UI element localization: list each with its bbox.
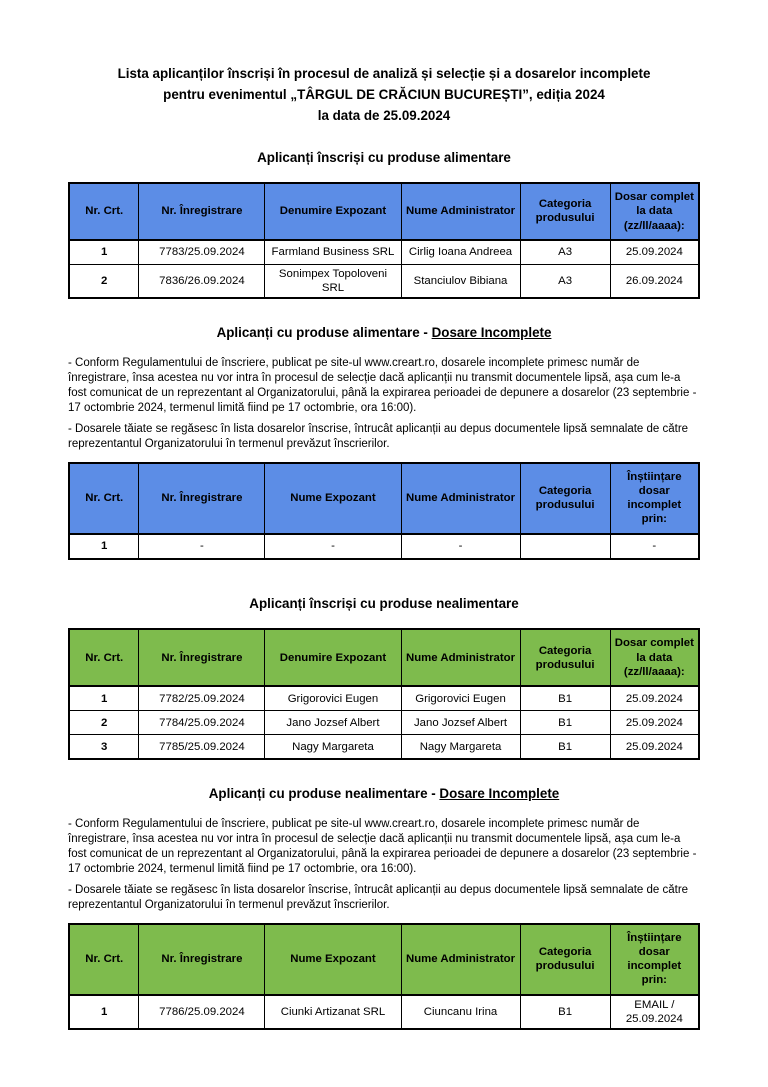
column-header-categoria: Categoria produsului	[520, 463, 610, 534]
table-cell: 25.09.2024	[610, 735, 699, 760]
table-cell: 1	[69, 995, 139, 1030]
table-cell: 1	[69, 240, 139, 265]
column-header-nume-expozant: Nume Expozant	[265, 463, 401, 534]
column-header-categoria: Categoria produsului	[520, 183, 610, 240]
column-header-nr-crt: Nr. Crt.	[69, 924, 139, 995]
section-heading-nonfood-incomplete	[68, 784, 700, 805]
table-cell: 3	[69, 735, 139, 760]
column-header-categoria: Categoria produsului	[520, 629, 610, 686]
column-header-nr-crt: Nr. Crt.	[69, 463, 139, 534]
table-cell: Ciunki Artizanat SRL	[265, 995, 401, 1030]
column-header-denumire-expozant: Denumire Expozant	[265, 629, 401, 686]
table-cell: Grigorovici Eugen	[265, 686, 401, 711]
table-cell: 25.09.2024	[610, 711, 699, 735]
table-food-incomplete	[68, 462, 700, 560]
table-cell: 7786/25.09.2024	[139, 995, 265, 1030]
table-row	[69, 711, 699, 735]
table-cell: 7836/26.09.2024	[139, 264, 265, 298]
table-food-registered	[68, 182, 700, 299]
table-cell: Farmland Business SRL	[265, 240, 401, 265]
table-cell: 1	[69, 534, 139, 559]
table-cell: Stanciulov Bibiana	[401, 264, 520, 298]
table-nonfood-registered	[68, 628, 700, 760]
table-header-row	[69, 463, 699, 534]
heading-prefix: Aplicanți cu produse alimentare -	[216, 325, 432, 341]
table-cell: B1	[520, 995, 610, 1030]
column-header-dosar-complet: Dosar complet la data (zz/ll/aaaa):	[610, 183, 699, 240]
table-cell: B1	[520, 711, 610, 735]
table-row	[69, 264, 699, 298]
table-header-row	[69, 183, 699, 240]
table-cell: 7783/25.09.2024	[139, 240, 265, 265]
column-header-nr-crt: Nr. Crt.	[69, 629, 139, 686]
column-header-nr-inregistrare: Nr. Înregistrare	[139, 924, 265, 995]
column-header-nume-administrator: Nume Administrator	[401, 183, 520, 240]
notes-food	[68, 356, 700, 452]
column-header-dosar-complet: Dosar complet la data (zz/ll/aaaa):	[610, 629, 699, 686]
heading-underlined-part: Dosare Incomplete	[439, 786, 560, 802]
table-cell: B1	[520, 686, 610, 711]
title-line-1: Lista aplicanților înscriși în procesul de analiză și selecție și a dosarelor incomplete	[117, 66, 651, 81]
table-cell: 2	[69, 711, 139, 735]
table-cell: 7782/25.09.2024	[139, 686, 265, 711]
table-header-row	[69, 629, 699, 686]
column-header-nume-expozant: Nume Expozant	[265, 924, 401, 995]
column-header-instiintare: Înștiințare dosar incomplet prin:	[610, 463, 699, 534]
table-cell: Jano Jozsef Albert	[265, 711, 401, 735]
section-heading-nonfood-registered: Aplicanți înscriși cu produse nealimentare	[249, 595, 519, 611]
column-header-nume-administrator: Nume Administrator	[401, 463, 520, 534]
table-cell: Cirlig Ioana Andreea	[401, 240, 520, 265]
column-header-nr-inregistrare: Nr. Înregistrare	[139, 463, 265, 534]
table-cell: 7784/25.09.2024	[139, 711, 265, 735]
note-paragraph-1: - Conform Regulamentului de înscriere, publicat pe site-ul www.creart.ro, dosarele incomplete primesc număr de înregistrare, însa acestea nu vor intra în procesul de selecție dacă aplicanții nu transmit documentele lipsă, așa cum le-a fost comunicat de un reprezentant al Organizatorului, până la expirarea perioadei de depunere a dosarelor (23 septembrie - 17 octombrie 2024, termenul limită fiind pe 17 octombrie, ora 16:00).	[68, 357, 697, 414]
table-cell: Nagy Margareta	[265, 735, 401, 760]
table-cell: 2	[69, 264, 139, 298]
heading-prefix: Aplicanți cu produse nealimentare -	[208, 786, 440, 802]
table-row	[69, 735, 699, 760]
table-cell: -	[139, 534, 265, 559]
table-cell: A3	[520, 264, 610, 298]
column-header-denumire-expozant: Denumire Expozant	[265, 183, 401, 240]
column-header-nr-inregistrare: Nr. Înregistrare	[139, 629, 265, 686]
table-cell: Sonimpex Topoloveni SRL	[265, 264, 401, 298]
table-cell: 25.09.2024	[610, 240, 699, 265]
column-header-nume-administrator: Nume Administrator	[401, 629, 520, 686]
table-nonfood-incomplete	[68, 923, 700, 1031]
table-cell: 25.09.2024	[610, 686, 699, 711]
column-header-nr-inregistrare: Nr. Înregistrare	[139, 183, 265, 240]
note-paragraph-2: - Dosarele tăiate se regăsesc în lista dosarelor înscrise, întrucât aplicanții au depus documentele lipsă semnalate de către reprezentantul Organizatorului în termenul prevăzut înscrierilor.	[68, 422, 689, 450]
table-cell: Ciuncanu Irina	[401, 995, 520, 1030]
table-cell: EMAIL / 25.09.2024	[610, 995, 699, 1030]
table-cell: -	[401, 534, 520, 559]
table-cell: B1	[520, 735, 610, 760]
table-row	[69, 240, 699, 265]
column-header-instiintare: Înștiințare dosar incomplet prin:	[610, 924, 699, 995]
table-row	[69, 534, 699, 559]
section-heading-food-incomplete	[68, 323, 700, 344]
column-header-categoria: Categoria produsului	[520, 924, 610, 995]
table-row	[69, 995, 699, 1030]
document-title	[68, 64, 700, 126]
table-cell: 26.09.2024	[610, 264, 699, 298]
column-header-nr-crt: Nr. Crt.	[69, 183, 139, 240]
heading-underlined-part: Dosare Incomplete	[431, 325, 552, 341]
table-header-row	[69, 924, 699, 995]
section-heading-food-registered: Aplicanți înscriși cu produse alimentare	[257, 150, 511, 166]
table-cell	[520, 534, 610, 559]
table-cell: 1	[69, 686, 139, 711]
table-cell: -	[265, 534, 401, 559]
table-cell: Nagy Margareta	[401, 735, 520, 760]
table-cell: -	[610, 534, 699, 559]
notes-nonfood	[68, 817, 700, 913]
table-cell: Jano Jozsef Albert	[401, 711, 520, 735]
table-cell: Grigorovici Eugen	[401, 686, 520, 711]
table-cell: A3	[520, 240, 610, 265]
note-paragraph-1: - Conform Regulamentului de înscriere, publicat pe site-ul www.creart.ro, dosarele incomplete primesc număr de înregistrare, însa acestea nu vor intra în procesul de selecție dacă aplicanții nu transmit documentele lipsă, așa cum le-a fost comunicat de un reprezentant al Organizatorului, până la expirarea perioadei de depunere a dosarelor (23 septembrie - 17 octombrie 2024, termenul limită fiind pe 17 octombrie, ora 16:00).	[68, 817, 697, 875]
title-line-3: la data de 25.09.2024	[317, 107, 451, 123]
column-header-nume-administrator: Nume Administrator	[401, 924, 520, 995]
note-paragraph-2: - Dosarele tăiate se regăsesc în lista dosarelor înscrise, întrucât aplicanții au depus documentele lipsă semnalate de către reprezentantul Organizatorului în termenul prevăzut înscrierilor.	[68, 883, 689, 911]
title-line-2: pentru evenimentul „TÂRGUL DE CRĂCIUN BUCUREȘTI”, ediția 2024	[163, 86, 605, 102]
table-row	[69, 686, 699, 711]
table-cell: 7785/25.09.2024	[139, 735, 265, 760]
